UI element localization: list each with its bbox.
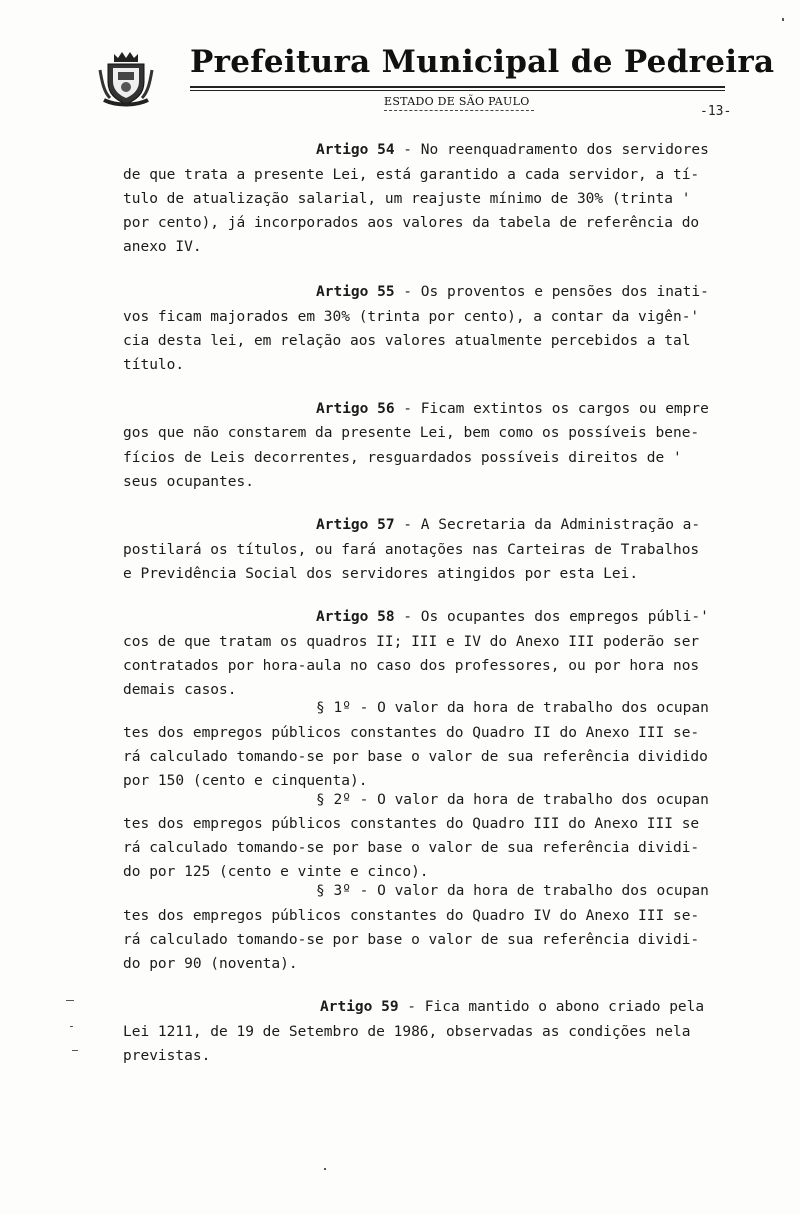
article-number: Artigo 59 — [320, 999, 399, 1015]
text-line — [123, 191, 690, 207]
line-text: tes dos empregos públicos constantes do Quadro IV do Anexo III se- — [123, 908, 700, 924]
text-line — [316, 792, 709, 808]
text-line — [123, 542, 699, 558]
state-underline — [384, 110, 534, 112]
line-text: - Ficam extintos os cargos ou empre — [394, 401, 709, 417]
text-line — [123, 167, 699, 183]
line-text: postilará os títulos, ou fará anotações nas Carteiras de Trabalhos — [123, 542, 700, 558]
article-number: Artigo 55 — [316, 284, 395, 300]
line-text: cos de que tratam os quadros II; III e IV do Anexo III poderão ser — [123, 634, 700, 650]
line-text: anexo IV. — [123, 239, 202, 255]
line-text: tulo de atualização salarial, um reajuste mínimo de 30% (trinta ' — [123, 191, 691, 207]
state-label: ESTADO DE SÃO PAULO — [384, 95, 530, 108]
line-text: do por 90 (noventa). — [123, 956, 298, 972]
scan-speck — [66, 1000, 74, 1001]
line-text: § 2º - O valor da hora de trabalho dos ocupan — [316, 792, 709, 808]
text-line — [123, 816, 699, 832]
text-line — [123, 864, 429, 880]
line-text: vos ficam majorados em 30% (trinta por cento), a contar da vigên-' — [123, 309, 700, 325]
text-line — [123, 749, 708, 765]
text-line — [123, 1048, 210, 1064]
line-text: rá calculado tomando-se por base o valor de sua referência dividi- — [123, 840, 700, 856]
line-text: - Os ocupantes dos empregos públi-' — [394, 609, 709, 625]
article-heading-line — [316, 401, 709, 417]
header-rule-thin — [190, 90, 725, 91]
line-text: Lei 1211, de 19 de Setembro de 1986, observadas as condições nela — [123, 1024, 691, 1040]
scan-speck — [72, 1050, 78, 1051]
text-line — [123, 239, 202, 255]
line-text: contratados por hora-aula no caso dos professores, ou por hora nos — [123, 658, 700, 674]
text-line — [316, 883, 709, 899]
text-line — [123, 215, 699, 231]
article-heading-line — [316, 517, 700, 533]
text-line — [123, 450, 682, 466]
page-number: -13- — [700, 104, 732, 119]
line-text: por cento), já incorporados aos valores da tabela de referência do — [123, 215, 700, 231]
line-text: § 3º - O valor da hora de trabalho dos ocupan — [316, 883, 709, 899]
line-text: e Previdência Social dos servidores atingidos por esta Lei. — [123, 566, 639, 582]
header-rule — [190, 86, 725, 88]
text-line — [123, 840, 699, 856]
text-line — [123, 634, 699, 650]
line-text: de que trata a presente Lei, está garantido a cada servidor, a tí- — [123, 167, 700, 183]
line-text: previstas. — [123, 1048, 211, 1064]
article-number: Artigo 58 — [316, 609, 395, 625]
article-heading-line — [316, 609, 709, 625]
municipal-crest-icon — [96, 48, 156, 108]
article-heading-line — [316, 284, 709, 300]
text-line — [123, 956, 298, 972]
line-text: título. — [123, 357, 185, 373]
line-text: demais casos. — [123, 682, 237, 698]
article-number: Artigo 57 — [316, 517, 395, 533]
text-line — [123, 425, 699, 441]
line-text: seus ocupantes. — [123, 474, 254, 490]
line-text: rá calculado tomando-se por base o valor de sua referência dividido — [123, 749, 708, 765]
text-line — [123, 474, 254, 490]
line-text: do por 125 (cento e vinte e cinco). — [123, 864, 429, 880]
line-text: tes dos empregos públicos constantes do Quadro III do Anexo III se — [123, 816, 700, 832]
text-line — [123, 566, 638, 582]
text-line — [123, 932, 699, 948]
text-line — [123, 309, 699, 325]
text-line — [123, 773, 367, 789]
text-line — [123, 658, 699, 674]
line-text: - No reenquadramento dos servidores — [394, 142, 709, 158]
text-line — [316, 700, 709, 716]
text-line — [123, 333, 690, 349]
article-number: Artigo 56 — [316, 401, 395, 417]
line-text: - Fica mantido o abono criado pela — [398, 999, 705, 1015]
line-text: - Os proventos e pensões dos inati- — [394, 284, 709, 300]
line-text: gos que não constarem da presente Lei, bem como os possíveis bene- — [123, 425, 700, 441]
text-line — [123, 908, 699, 924]
scan-speck — [782, 18, 784, 21]
text-line — [123, 725, 699, 741]
line-text: cia desta lei, em relação aos valores atualmente percebidos a tal — [123, 333, 691, 349]
line-text: - A Secretaria da Administração a- — [394, 517, 701, 533]
text-line — [123, 357, 184, 373]
page-title: Prefeitura Municipal de Pedreira — [190, 44, 775, 80]
text-line — [123, 1024, 690, 1040]
text-line — [123, 682, 237, 698]
article-heading-line — [320, 999, 704, 1015]
article-heading-line — [316, 142, 709, 158]
line-text: rá calculado tomando-se por base o valor de sua referência dividi- — [123, 932, 700, 948]
article-number: Artigo 54 — [316, 142, 395, 158]
line-text: § 1º - O valor da hora de trabalho dos ocupan — [316, 700, 709, 716]
line-text: fícios de Leis decorrentes, resguardados possíveis direitos de ' — [123, 450, 682, 466]
line-text: por 150 (cento e cinquenta). — [123, 773, 368, 789]
scan-speck — [70, 1026, 73, 1027]
line-text: tes dos empregos públicos constantes do Quadro II do Anexo III se- — [123, 725, 700, 741]
scan-speck — [324, 1168, 326, 1170]
